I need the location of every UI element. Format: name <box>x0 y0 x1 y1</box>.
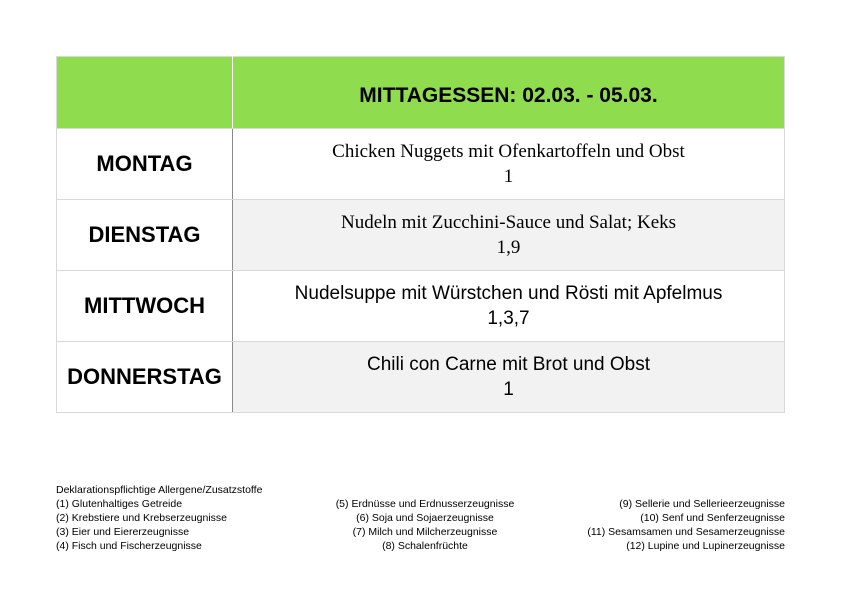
legend-item: (11) Sesamsamen und Sesamerzeugnisse <box>587 526 785 538</box>
menu-row-thursday <box>57 342 785 413</box>
meal-cell-thursday <box>233 342 785 413</box>
legend-heading: Deklarationspflichtige Allergene/Zusatzstoffe <box>56 484 263 496</box>
legend-column-1 <box>56 497 227 553</box>
legend-item: (5) Erdnüsse und Erdnusserzeugnisse <box>335 498 515 510</box>
meal-allergens: 1 <box>503 379 514 400</box>
day-label-thursday: DONNERSTAG <box>57 342 233 413</box>
menu-title-cell <box>233 57 785 129</box>
lunch-menu-table <box>56 56 785 413</box>
day-label-tuesday: DIENSTAG <box>57 200 233 271</box>
menu-row-wednesday <box>57 271 785 342</box>
menu-row-tuesday <box>57 200 785 271</box>
day-label-wednesday: MITTWOCH <box>57 271 233 342</box>
meal-text: Chili con Carne mit Brot und Obst <box>366 354 650 375</box>
meal-text: Nudelsuppe mit Würstchen und Rösti mit Apfelmus <box>294 283 723 304</box>
legend-column-2 <box>320 497 530 553</box>
legend-item: (10) Senf und Senferzeugnisse <box>640 512 785 524</box>
legend-item: (7) Milch und Milcherzeugnisse <box>352 526 498 538</box>
day-label-monday: MONTAG <box>57 129 233 200</box>
menu-header-row <box>57 57 785 129</box>
menu-title: MITTAGESSEN: 02.03. - 05.03. <box>359 83 658 107</box>
legend-item: (2) Krebstiere und Krebserzeugnisse <box>56 512 228 524</box>
meal-cell-monday <box>233 129 785 200</box>
legend-item: (8) Schalenfrüchte <box>382 540 468 552</box>
meal-cell-tuesday <box>233 200 785 271</box>
meal-text: Nudeln mit Zucchini-Sauce und Salat; Keks <box>340 212 677 233</box>
legend-columns <box>56 497 785 553</box>
legend-item: (6) Soja und Sojaerzeugnisse <box>356 512 494 524</box>
meal-text: Chicken Nuggets mit Ofenkartoffeln und Obst <box>332 141 685 162</box>
header-corner-cell <box>57 57 233 129</box>
menu-row-monday <box>57 129 785 200</box>
meal-allergens: 1,9 <box>496 237 521 258</box>
legend-item: (4) Fisch und Fischerzeugnisse <box>56 540 202 552</box>
meal-allergens: 1,3,7 <box>487 308 530 329</box>
allergen-legend <box>56 483 785 553</box>
meal-cell-wednesday <box>233 271 785 342</box>
legend-item: (12) Lupine und Lupinerzeugnisse <box>626 540 785 552</box>
meal-allergens: 1 <box>503 166 514 187</box>
legend-item: (9) Sellerie und Sellerieerzeugnisse <box>619 498 785 510</box>
legend-item: (1) Glutenhaltiges Getreide <box>56 498 183 510</box>
legend-item: (3) Eier und Eiererzeugnisse <box>56 526 190 538</box>
legend-column-3 <box>587 497 785 553</box>
